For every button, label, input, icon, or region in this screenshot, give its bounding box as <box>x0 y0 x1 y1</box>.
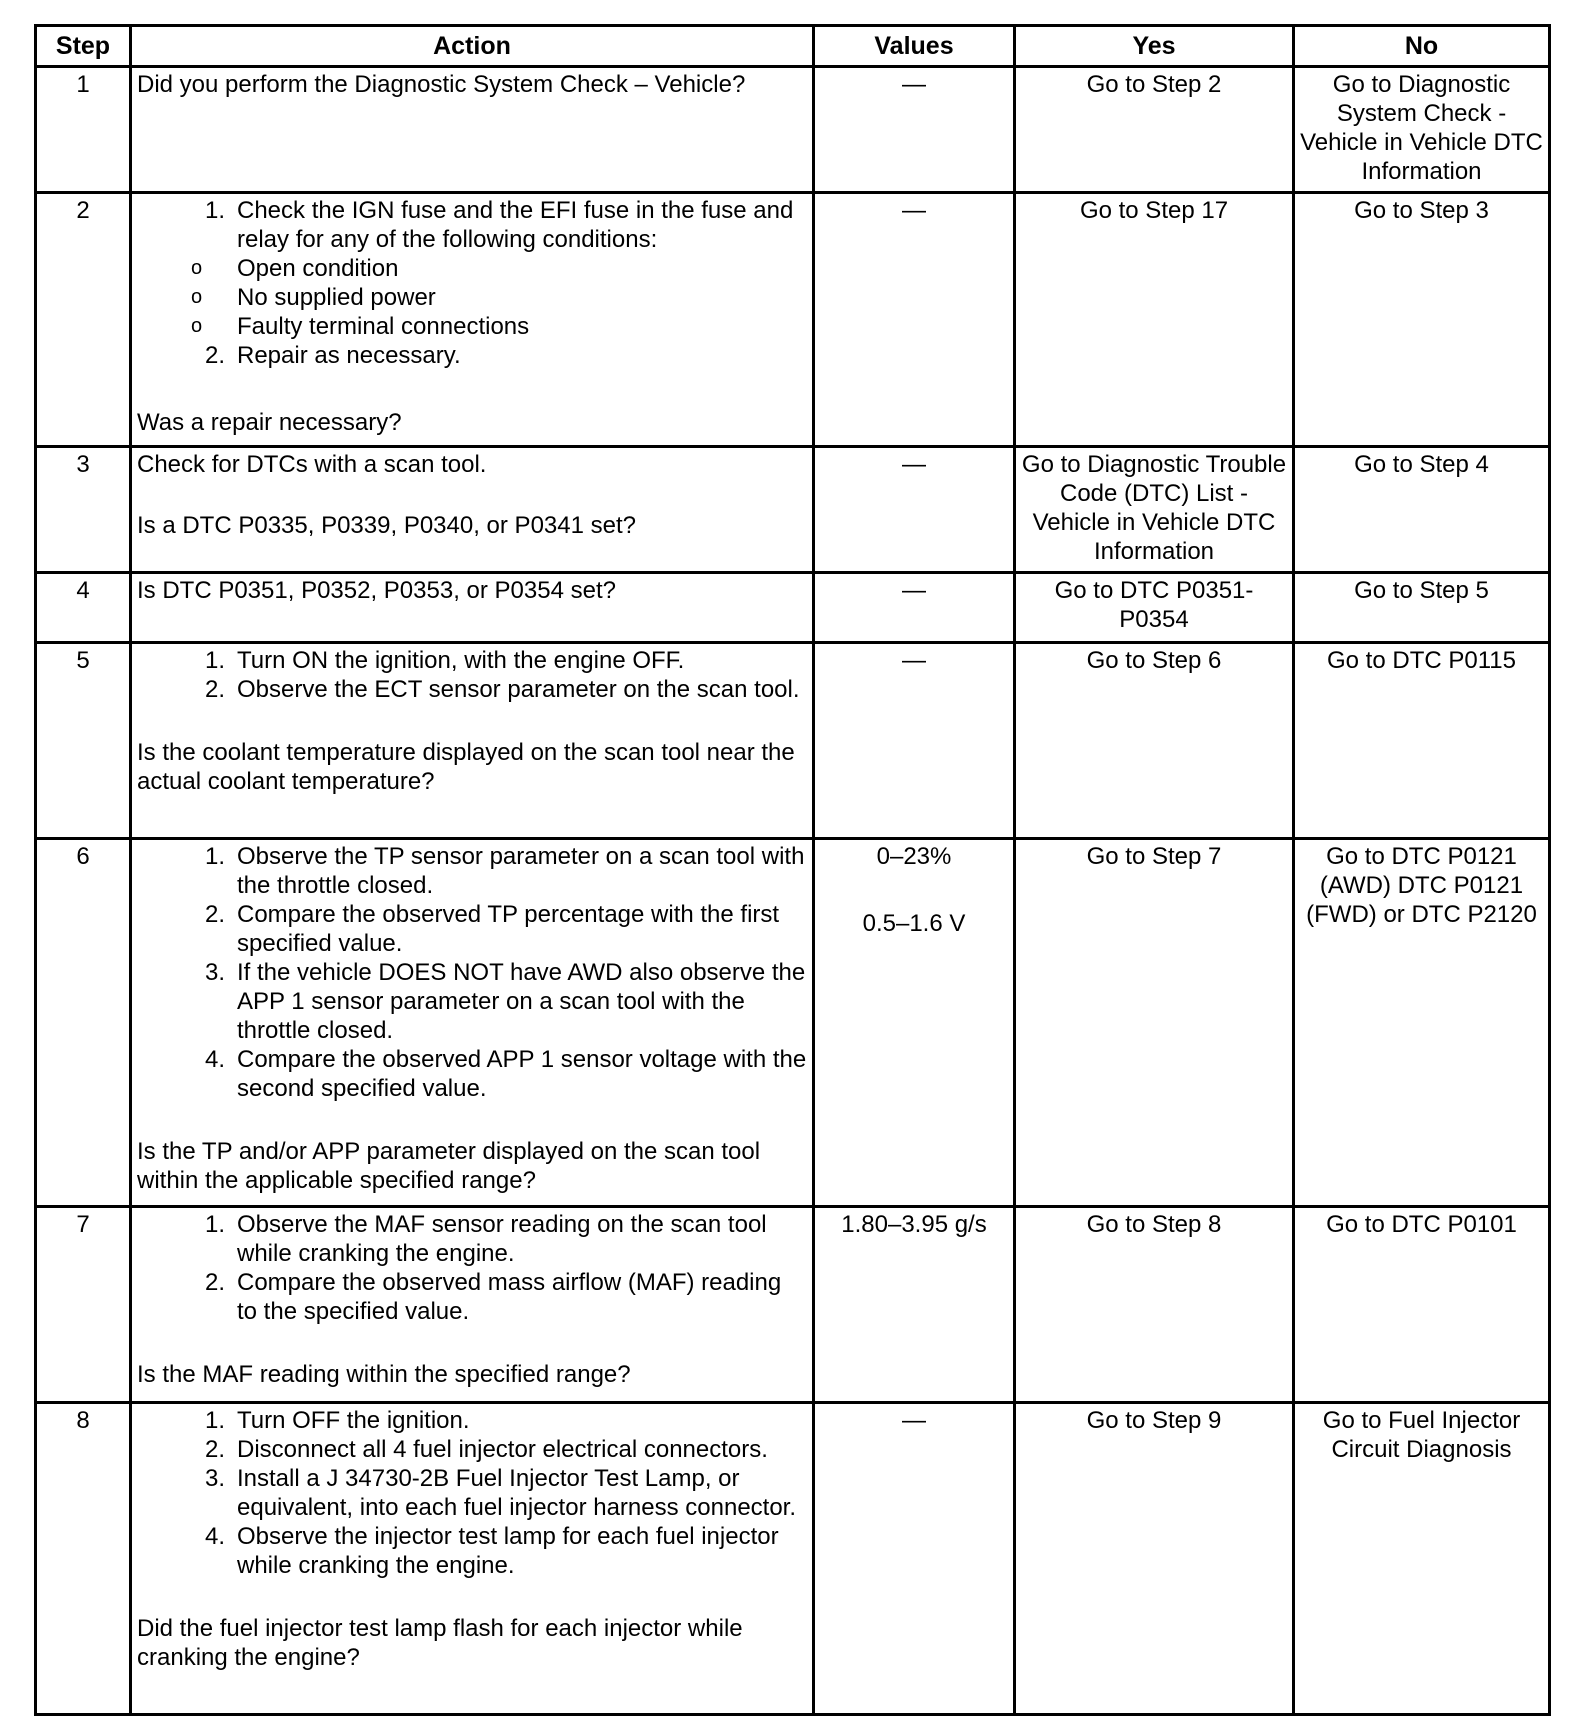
item-number: 3. <box>204 1465 225 1492</box>
action-list <box>137 646 807 704</box>
header-row <box>36 26 1550 67</box>
yes-result: Go to Step 2 <box>1015 67 1294 193</box>
list-item <box>204 341 807 370</box>
values-block <box>820 842 1008 938</box>
table-row <box>36 573 1550 643</box>
list-item <box>204 196 807 254</box>
step-number: 5 <box>36 643 131 839</box>
action-cell <box>131 67 814 193</box>
item-number: 2. <box>204 342 225 369</box>
action-list <box>137 196 807 254</box>
step-number: 1 <box>36 67 131 193</box>
list-item <box>204 1210 807 1268</box>
step-number: 6 <box>36 839 131 1207</box>
action-question: Is the MAF reading within the specified range? <box>137 1361 631 1388</box>
no-result: Go to Step 3 <box>1294 193 1550 447</box>
action-question: Is a DTC P0335, P0339, P0340, or P0341 set? <box>137 512 636 539</box>
yes-result: Go to Step 7 <box>1015 839 1294 1207</box>
diagnostic-table <box>34 24 1551 1716</box>
item-number: 2. <box>204 1436 225 1463</box>
no-result: Go to DTC P0121 (AWD) DTC P0121 (FWD) or DTC P2120 <box>1294 839 1550 1207</box>
action-list <box>137 1210 807 1326</box>
item-text: Observe the TP sensor parameter on a scan tool with the throttle closed. <box>237 843 805 899</box>
list-item <box>204 1268 807 1326</box>
list-item <box>204 958 807 1045</box>
item-text: Compare the observed APP 1 sensor voltage with the second specified value. <box>237 1046 807 1102</box>
action-list <box>137 341 807 370</box>
item-number: 2. <box>204 1269 225 1296</box>
list-item <box>204 646 807 675</box>
item-text: If the vehicle DOES NOT have AWD also observe the APP 1 sensor parameter on a scan tool with the throttle closed. <box>237 959 806 1044</box>
item-text: Install a J 34730-2B Fuel Injector Test Lamp, or equivalent, into each fuel injector harness connector. <box>237 1465 797 1521</box>
item-number: 2. <box>204 901 225 928</box>
bullet: o <box>191 315 203 337</box>
step-number: 7 <box>36 1207 131 1403</box>
values-cell: 1.80–3.95 g/s <box>814 1207 1015 1403</box>
values-cell <box>814 839 1015 1207</box>
value-app-range: 0.5–1.6 V <box>862 910 966 937</box>
item-text: Observe the injector test lamp for each fuel injector while cranking the engine. <box>237 1523 779 1579</box>
no-result: Go to Step 5 <box>1294 573 1550 643</box>
no-result: Go to DTC P0101 <box>1294 1207 1550 1403</box>
table-row <box>36 643 1550 839</box>
list-item <box>191 283 807 312</box>
item-number: 1. <box>204 1407 225 1434</box>
item-text: Turn OFF the ignition. <box>237 1407 470 1434</box>
bullet: o <box>191 257 203 279</box>
no-result: Go to DTC P0115 <box>1294 643 1550 839</box>
table-row <box>36 447 1550 573</box>
action-cell <box>131 1403 814 1715</box>
values-cell: — <box>814 193 1015 447</box>
list-item <box>204 900 807 958</box>
header-no: No <box>1294 26 1550 67</box>
item-number: 3. <box>204 959 225 986</box>
item-text: Check the IGN fuse and the EFI fuse in the fuse and relay for any of the following conditions: <box>237 197 794 253</box>
action-cell <box>131 839 814 1207</box>
yes-result: Go to Step 9 <box>1015 1403 1294 1715</box>
condition-list <box>137 254 807 341</box>
list-item <box>204 842 807 900</box>
step-number: 8 <box>36 1403 131 1715</box>
header-values: Values <box>814 26 1015 67</box>
item-number: 1. <box>204 843 225 870</box>
values-cell: — <box>814 447 1015 573</box>
item-text: Observe the MAF sensor reading on the scan tool while cranking the engine. <box>237 1211 767 1267</box>
action-list <box>137 842 807 1103</box>
action-question: Is the coolant temperature displayed on the scan tool near the actual coolant temperature? <box>137 739 795 795</box>
action-list <box>137 1406 807 1580</box>
item-text: Compare the observed TP percentage with the first specified value. <box>237 901 780 957</box>
header-yes: Yes <box>1015 26 1294 67</box>
action-text: Is DTC P0351, P0352, P0353, or P0354 set? <box>137 577 616 604</box>
item-text: Repair as necessary. <box>237 342 461 369</box>
values-cell: — <box>814 573 1015 643</box>
yes-result: Go to DTC P0351-P0354 <box>1015 573 1294 643</box>
item-text: Compare the observed mass airflow (MAF) reading to the specified value. <box>237 1269 782 1325</box>
table-row <box>36 67 1550 193</box>
item-text: Faulty terminal connections <box>237 313 530 340</box>
step-number: 3 <box>36 447 131 573</box>
values-cell: — <box>814 1403 1015 1715</box>
yes-result: Go to Diagnostic Trouble Code (DTC) List - Vehicle in Vehicle DTC Information <box>1015 447 1294 573</box>
list-item <box>191 312 807 341</box>
table-row <box>36 839 1550 1207</box>
item-text: Turn ON the ignition, with the engine OFF. <box>237 647 685 674</box>
item-number: 1. <box>204 197 225 224</box>
action-text: Check for DTCs with a scan tool. <box>137 451 487 478</box>
action-cell <box>131 1207 814 1403</box>
values-cell: — <box>814 643 1015 839</box>
item-number: 4. <box>204 1523 225 1550</box>
action-cell <box>131 447 814 573</box>
value-tp-range: 0–23% <box>876 843 952 870</box>
action-question: Was a repair necessary? <box>137 409 402 436</box>
no-result: Go to Diagnostic System Check - Vehicle in Vehicle DTC Information <box>1294 67 1550 193</box>
action-question: Did the fuel injector test lamp flash for each injector while cranking the engine? <box>137 1615 743 1671</box>
header-action: Action <box>131 26 814 67</box>
list-item <box>204 675 807 704</box>
item-number: 1. <box>204 1211 225 1238</box>
item-number: 4. <box>204 1046 225 1073</box>
table-row <box>36 1403 1550 1715</box>
item-number: 1. <box>204 647 225 674</box>
yes-result: Go to Step 6 <box>1015 643 1294 839</box>
list-item <box>204 1045 807 1103</box>
action-question: Is the TP and/or APP parameter displayed on the scan tool within the applicable specified range? <box>137 1138 761 1194</box>
list-item <box>191 254 807 283</box>
step-number: 2 <box>36 193 131 447</box>
table-row <box>36 1207 1550 1403</box>
no-result: Go to Step 4 <box>1294 447 1550 573</box>
values-cell: — <box>814 67 1015 193</box>
action-cell <box>131 643 814 839</box>
list-item <box>204 1522 807 1580</box>
step-number: 4 <box>36 573 131 643</box>
no-result: Go to Fuel Injector Circuit Diagnosis <box>1294 1403 1550 1715</box>
bullet: o <box>191 286 203 308</box>
header-step: Step <box>36 26 131 67</box>
list-item <box>204 1406 807 1435</box>
action-cell <box>131 573 814 643</box>
item-text: Disconnect all 4 fuel injector electrical connectors. <box>237 1436 768 1463</box>
list-item <box>204 1435 807 1464</box>
action-text: Did you perform the Diagnostic System Check – Vehicle? <box>137 71 746 98</box>
item-text: No supplied power <box>237 284 436 311</box>
list-item <box>204 1464 807 1522</box>
item-text: Open condition <box>237 255 399 282</box>
yes-result: Go to Step 8 <box>1015 1207 1294 1403</box>
action-cell <box>131 193 814 447</box>
item-text: Observe the ECT sensor parameter on the scan tool. <box>237 676 800 703</box>
table-row <box>36 193 1550 447</box>
item-number: 2. <box>204 676 225 703</box>
yes-result: Go to Step 17 <box>1015 193 1294 447</box>
